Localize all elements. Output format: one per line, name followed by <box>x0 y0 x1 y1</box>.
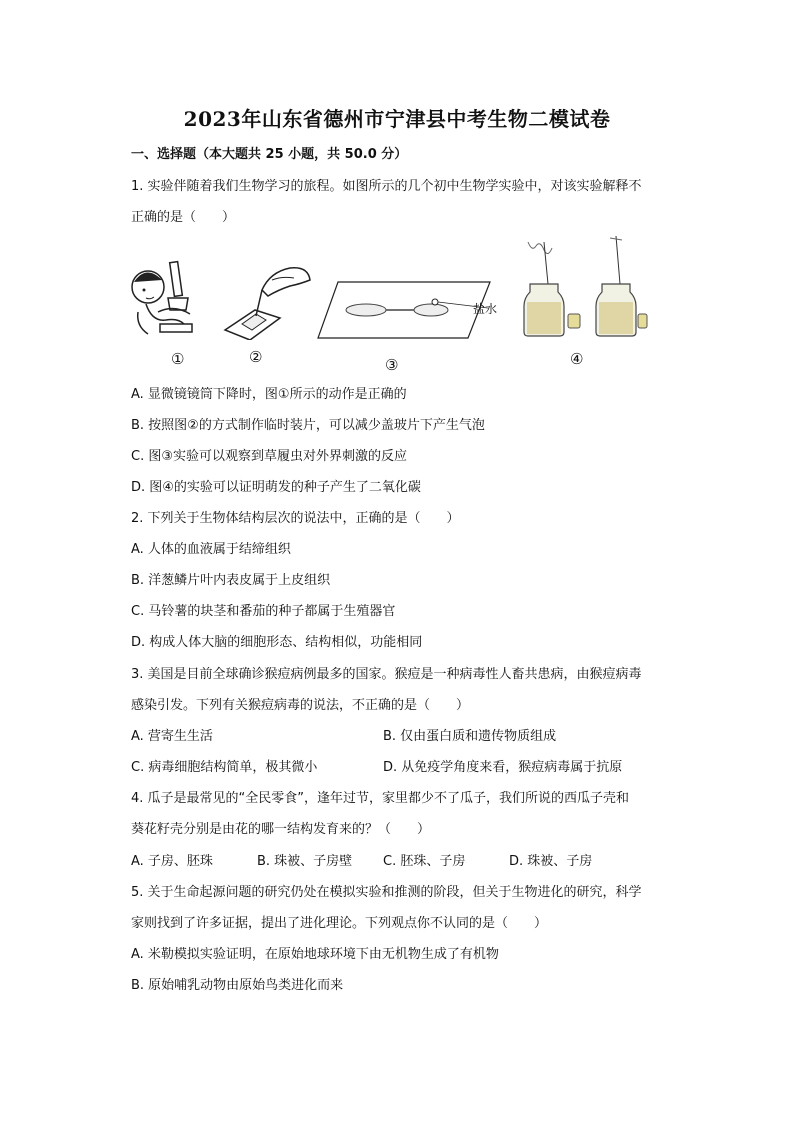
q4-option-c: C. 胚珠、子房 <box>383 854 466 869</box>
q4-stem-line1: 4. 瓜子是最常见的“全民零食”，逢年过节，家里都少不了瓜子，我们所说的西瓜子壳和 <box>131 791 630 806</box>
q3-stem-line1: 3. 美国是目前全球确诊猴痘病例最多的国家。猴痘是一种病毒性人畜共患病，由猴痘病毒 <box>131 667 642 682</box>
q3-option-a: A. 营寄生生活 <box>131 729 213 744</box>
q2-stem: 2. 下列关于生物体结构层次的说法中，正确的是（ ） <box>131 511 460 526</box>
q4-option-b: B. 珠被、子房壁 <box>257 854 353 869</box>
q2-option-a: A. 人体的血液属于结缔组织 <box>131 542 291 557</box>
seed-jars-illustration <box>518 232 648 342</box>
slide-preparation-illustration <box>220 250 315 340</box>
q4-option-a: A. 子房、胚珠 <box>131 854 213 869</box>
q1-figure <box>128 232 668 372</box>
figure-label-3: ③ <box>385 356 399 374</box>
q4-stem-line2: 葵花籽壳分别是由花的哪一结构发育来的？（ ） <box>131 822 431 837</box>
q5-option-b: B. 原始哺乳动物由原始鸟类进化而来 <box>131 978 344 993</box>
q3-option-c: C. 病毒细胞结构简单，极其微小 <box>131 760 318 775</box>
q1-option-a: A. 显微镜镜筒下降时，图①所示的动作是正确的 <box>131 387 407 402</box>
paramecium-slide-illustration <box>316 280 491 340</box>
figure-label-1: ① <box>171 350 185 368</box>
figure-label-4: ④ <box>570 350 584 368</box>
q1-option-d: D. 图④的实验可以证明萌发的种子产生了二氧化碳 <box>131 480 421 495</box>
q5-stem-line2: 家则找到了许多证据，提出了进化理论。下列观点你不认同的是（ ） <box>131 916 548 931</box>
q1-stem-line2: 正确的是（ ） <box>131 210 236 225</box>
q3-option-b: B. 仅由蛋白质和遗传物质组成 <box>383 729 557 744</box>
q5-stem-line1: 5. 关于生命起源问题的研究仍处在模拟实验和推测的阶段，但关于生物进化的研究，科学 <box>131 885 642 900</box>
section-heading: 一、选择题（本大题共 25 小题，共 50.0 分） <box>131 147 408 162</box>
q2-option-c: C. 马铃薯的块茎和番茄的种子都属于生殖器官 <box>131 604 396 619</box>
figure-label-2: ② <box>249 348 263 366</box>
q2-option-b: B. 洋葱鳞片叶内表皮属于上皮组织 <box>131 573 331 588</box>
page-title: 2023年山东省德州市宁津县中考生物二模试卷 <box>183 107 611 131</box>
q3-option-d: D. 从免疫学角度来看，猴痘病毒属于抗原 <box>383 760 623 775</box>
q2-option-d: D. 构成人体大脑的细胞形态、结构相似，功能相同 <box>131 635 423 650</box>
microscope-illustration <box>128 252 203 342</box>
q1-stem-line1: 1. 实验伴随着我们生物学习的旅程。如图所示的几个初中生物学实验中，对该实验解释不 <box>131 179 642 194</box>
q1-option-c: C. 图③实验可以观察到草履虫对外界刺激的反应 <box>131 449 407 464</box>
q1-option-b: B. 按照图②的方式制作临时装片，可以减少盖玻片下产生气泡 <box>131 418 485 433</box>
salt-water-label: 盐水 <box>473 302 498 316</box>
q5-option-a: A. 米勒模拟实验证明，在原始地球环境下由无机物生成了有机物 <box>131 947 499 962</box>
q4-option-d: D. 珠被、子房 <box>509 854 593 869</box>
q3-stem-line2: 感染引发。下列有关猴痘病毒的说法，不正确的是（ ） <box>131 698 470 713</box>
